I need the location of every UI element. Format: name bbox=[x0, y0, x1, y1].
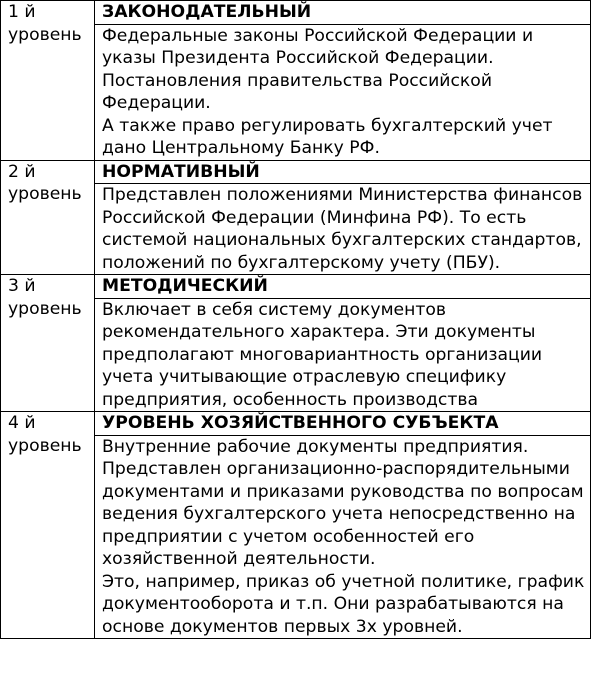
level-1-title-row bbox=[1, 1, 591, 25]
level-3-label: 3 й уровень bbox=[1, 275, 95, 412]
level-2-description: Представлен положениями Министерства финансов Российской Федерации (Минфина РФ). То есть системой национальных бухгалтерских стандартов, положений по бухгалтерскому учету (ПБУ). bbox=[95, 184, 591, 275]
level-3-title-row bbox=[1, 275, 591, 299]
level-4-title-row bbox=[1, 412, 591, 436]
level-1-description: Федеральные законы Российской Федерации и указы Президента Российской Федерации. Постановления правительства Российской Федерации. А также право регулировать бухгалтерский учет дано Центральному Банку РФ. bbox=[95, 24, 591, 160]
level-4-label: 4 й уровень bbox=[1, 412, 95, 639]
level-4-description: Внутренние рабочие документы предприятия. Представлен организационно-распорядительными документами и приказами руководства по вопросам ведения бухгалтерского учета непосредственно на предприятии с учетом особенностей его хозяйственной деятельности. Это, например, приказ об учетной политике, график документооборота и т.п. Они разрабатываются на основе документов первых 3х уровней. bbox=[95, 435, 591, 639]
level-1-label: 1 й уровень bbox=[1, 1, 95, 161]
level-3-title: МЕТОДИЧЕСКИЙ bbox=[95, 275, 591, 299]
level-3-description: Включает в себя систему документов рекомендательного характера. Эти документы предполагают многовариантность организации учета учитывающие отраслевую специфику предприятия, особенность производства bbox=[95, 298, 591, 412]
level-2-title: НОРМАТИВНЫЙ bbox=[95, 160, 591, 184]
level-2-label: 2 й уровень bbox=[1, 160, 95, 275]
level-2-title-row bbox=[1, 160, 591, 184]
level-1-title: ЗАКОНОДАТЕЛЬНЫЙ bbox=[95, 1, 591, 25]
level-4-title: УРОВЕНЬ ХОЗЯЙСТВЕННОГО СУБЪЕКТА bbox=[95, 412, 591, 436]
